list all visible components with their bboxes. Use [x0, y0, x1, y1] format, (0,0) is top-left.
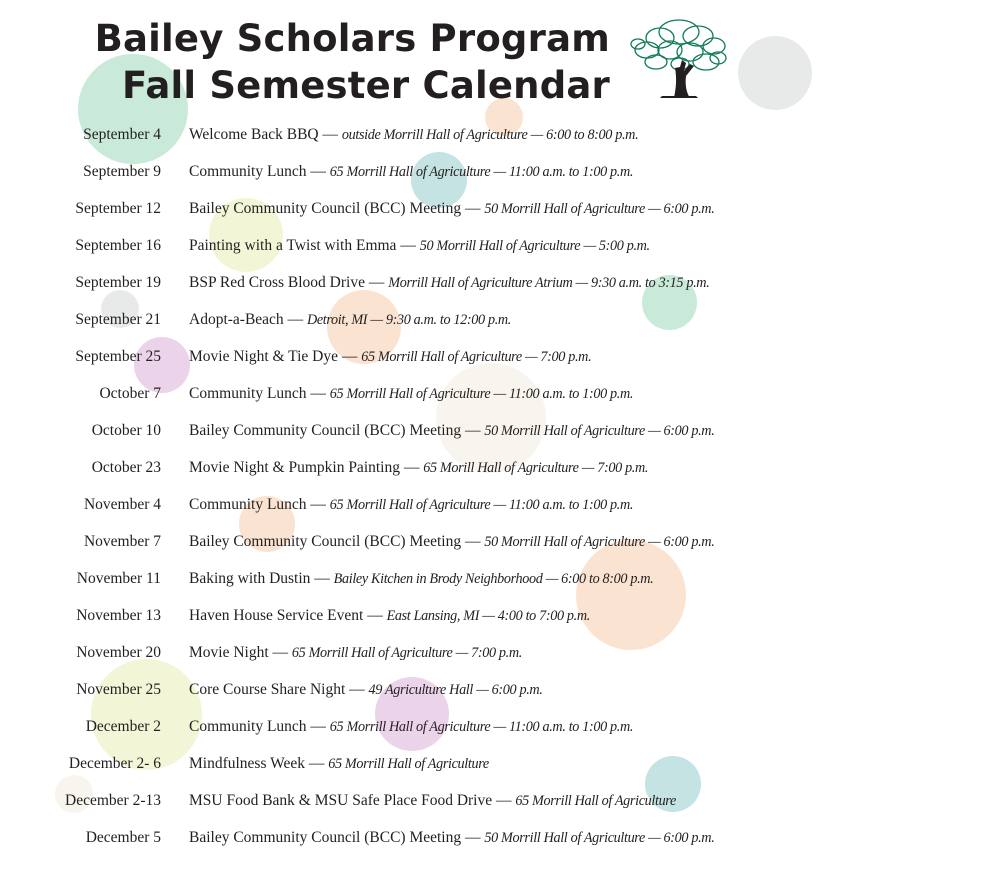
dash-separator: — — [461, 422, 485, 439]
event-date: December 2-13 — [65, 792, 161, 809]
event-date: November 11 — [76, 570, 161, 587]
event-date: October 10 — [91, 422, 161, 439]
event-row — [0, 642, 1008, 679]
event-description — [189, 311, 511, 329]
event-name: Welcome Back BBQ — [189, 126, 319, 143]
event-description — [189, 163, 633, 181]
event-row — [0, 457, 1008, 494]
title-line-2: Fall Semester Calendar — [122, 64, 610, 107]
event-row — [0, 309, 1008, 346]
event-description — [189, 496, 633, 514]
dash-separator: — — [345, 681, 369, 698]
event-description — [189, 829, 714, 847]
dash-separator: — — [461, 829, 485, 846]
dash-separator: — — [306, 496, 330, 513]
event-date: November 7 — [83, 533, 161, 550]
event-row — [0, 827, 1008, 864]
event-row — [0, 494, 1008, 531]
event-detail: 49 Agriculture Hall — 6:00 p.m. — [368, 682, 543, 698]
event-name: Community Lunch — [189, 496, 307, 513]
event-row — [0, 235, 1008, 272]
event-row — [0, 753, 1008, 790]
page-title — [95, 15, 610, 109]
dash-separator: — — [283, 311, 307, 328]
event-description — [189, 200, 714, 218]
event-date: September 16 — [75, 237, 161, 254]
dash-separator: — — [306, 163, 330, 180]
event-detail: 65 Morrill Hall of Agriculture — 11:00 a.m. to 1:00 p.m. — [329, 719, 634, 735]
event-name: BSP Red Cross Blood Drive — [189, 274, 365, 291]
event-name: Core Course Share Night — [189, 681, 346, 698]
event-row — [0, 790, 1008, 827]
event-date: November 13 — [76, 607, 161, 624]
decor-circle-gray — [738, 36, 812, 110]
event-row — [0, 568, 1008, 605]
event-row — [0, 198, 1008, 235]
event-detail: 50 Morrill Hall of Agriculture — 6:00 p.m. — [484, 830, 715, 846]
dash-separator: — — [305, 755, 329, 772]
event-description — [189, 681, 543, 699]
event-date: September 19 — [75, 274, 161, 291]
dash-separator: — — [461, 200, 485, 217]
event-date: September 9 — [83, 163, 161, 180]
event-date: October 23 — [91, 459, 161, 476]
event-description — [189, 792, 676, 810]
dash-separator: — — [363, 607, 387, 624]
event-date: November 20 — [76, 644, 161, 661]
event-detail: 65 Morrill Hall of Agriculture — 7:00 p.m. — [361, 349, 592, 365]
event-date: December 2 — [85, 718, 161, 735]
event-detail: Bailey Kitchen in Brody Neighborhood — 6:00 to 8:00 p.m. — [333, 571, 654, 587]
event-date: December 5 — [85, 829, 161, 846]
event-description — [189, 533, 714, 551]
tree-icon — [630, 16, 728, 100]
event-detail: 65 Morrill Hall of Agriculture — 11:00 a.m. to 1:00 p.m. — [329, 386, 634, 402]
event-description — [189, 274, 709, 292]
event-detail: 50 Morrill Hall of Agriculture — 6:00 p.m. — [484, 201, 715, 217]
dash-separator: — — [396, 237, 420, 254]
dash-separator: — — [306, 718, 330, 735]
event-name: MSU Food Bank & MSU Safe Place Food Drive — [189, 792, 493, 809]
event-name: Bailey Community Council (BCC) Meeting — [189, 422, 462, 439]
event-row — [0, 346, 1008, 383]
title-line-1: Bailey Scholars Program — [94, 17, 610, 60]
dash-separator: — — [306, 385, 330, 402]
event-row — [0, 420, 1008, 457]
event-description — [189, 644, 522, 662]
event-detail: 50 Morrill Hall of Agriculture — 6:00 p.m. — [484, 534, 715, 550]
event-description — [189, 237, 650, 255]
event-name: Community Lunch — [189, 718, 307, 735]
event-row — [0, 716, 1008, 753]
event-detail: 50 Morrill Hall of Agriculture — 6:00 p.m. — [484, 423, 715, 439]
event-name: Bailey Community Council (BCC) Meeting — [189, 533, 462, 550]
event-name: Community Lunch — [189, 163, 307, 180]
event-detail: 65 Morrill Hall of Agriculture — [328, 756, 489, 772]
event-date: September 25 — [75, 348, 161, 365]
event-row — [0, 272, 1008, 309]
dash-separator: — — [461, 533, 485, 550]
event-description — [189, 126, 638, 144]
event-date: September 21 — [75, 311, 161, 328]
dash-separator: — — [310, 570, 334, 587]
event-description — [189, 422, 714, 440]
event-row — [0, 161, 1008, 198]
dash-separator: — — [268, 644, 292, 661]
dash-separator: — — [399, 459, 424, 476]
event-detail: 65 Morrill Hall of Agriculture — 11:00 a.m. to 1:00 p.m. — [329, 497, 634, 513]
event-date: November 4 — [83, 496, 161, 513]
event-row — [0, 383, 1008, 420]
event-detail: 50 Morrill Hall of Agriculture — 5:00 p.m. — [419, 238, 650, 254]
event-name: Movie Night & Tie Dye — [189, 348, 338, 365]
event-name: Bailey Community Council (BCC) Meeting — [189, 829, 462, 846]
event-name: Bailey Community Council (BCC) Meeting — [189, 200, 462, 217]
event-description — [189, 755, 489, 773]
event-description — [189, 459, 648, 477]
event-detail: 65 Morrill Hall of Agriculture — 11:00 a.m. to 1:00 p.m. — [329, 164, 634, 180]
event-name: Haven House Service Event — [189, 607, 364, 624]
event-description — [189, 570, 653, 588]
event-detail: outside Morrill Hall of Agriculture — 6:00 to 8:00 p.m. — [341, 127, 639, 143]
event-row — [0, 124, 1008, 161]
event-detail: 65 Morrill Hall of Agriculture — 7:00 p.m. — [291, 645, 522, 661]
event-name: Adopt-a-Beach — [189, 311, 284, 328]
event-name: Mindfulness Week — [189, 755, 305, 772]
dash-separator: — — [492, 792, 516, 809]
event-date: December 2- 6 — [68, 755, 161, 772]
event-description — [189, 385, 633, 403]
dash-separator: — — [364, 274, 389, 291]
event-detail: 65 Morill Hall of Agriculture — 7:00 p.m. — [423, 460, 649, 476]
event-name: Painting with a Twist with Emma — [189, 237, 397, 254]
dash-separator: — — [318, 126, 342, 143]
event-row — [0, 679, 1008, 716]
event-date: October 7 — [99, 385, 161, 402]
event-detail: East Lansing, MI — 4:00 to 7:00 p.m. — [386, 608, 590, 624]
dash-separator: — — [337, 348, 362, 365]
event-description — [189, 607, 590, 625]
event-description — [189, 718, 633, 736]
event-date: September 4 — [83, 126, 161, 143]
event-date: November 25 — [76, 681, 161, 698]
event-description — [189, 348, 591, 366]
events-list — [0, 124, 1008, 864]
event-row — [0, 531, 1008, 568]
event-name: Movie Night — [189, 644, 269, 661]
event-detail: Detroit, MI — 9:30 a.m. to 12:00 p.m. — [306, 312, 511, 328]
event-name: Community Lunch — [189, 385, 307, 402]
event-name: Baking with Dustin — [189, 570, 311, 587]
event-row — [0, 605, 1008, 642]
event-detail: Morrill Hall of Agriculture Atrium — 9:30 a.m. to 3:15 p.m. — [388, 275, 710, 291]
event-detail: 65 Morrill Hall of Agriculture — [515, 793, 676, 809]
event-date: September 12 — [75, 200, 161, 217]
event-name: Movie Night & Pumpkin Painting — [189, 459, 400, 476]
